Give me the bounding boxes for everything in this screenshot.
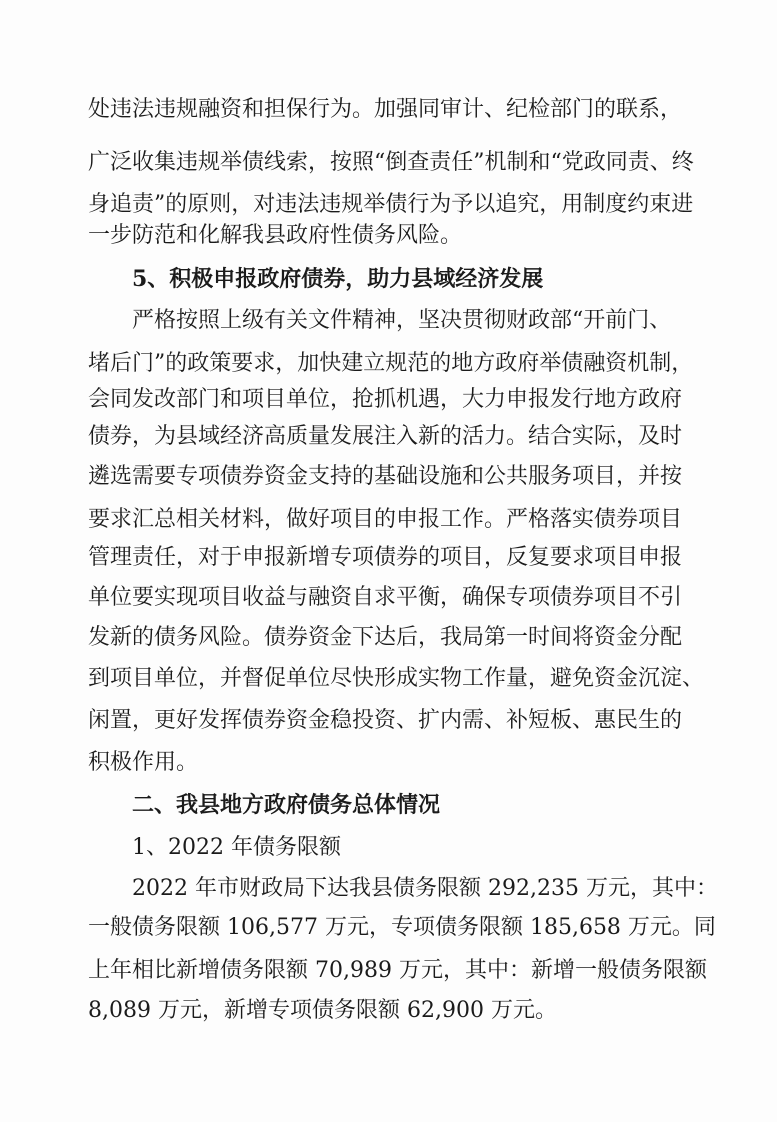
text-line: 严格按照上级有关文件精神，坚决贯彻财政部“开前门、 [132,308,672,333]
text-line: 单位要实现项目收益与融资自求平衡，确保专项债券项目不引 [88,585,683,610]
text-line: 债券，为县域经济高质量发展注入新的活力。结合实际，及时 [88,424,683,449]
text-line: 一步防范和化解我县政府性债务风险。 [88,223,463,248]
text-line: 会同发改部门和项目单位，抢抓机遇，大力申报发行地方政府 [88,387,683,412]
text-line: 广泛收集违规举债线索，按照“倒查责任”机制和“党政同责、终 [88,150,694,175]
text-line: 发新的债务风险。债券资金下达后，我局第一时间将资金分配 [88,625,683,650]
text-line: 8,089 万元，新增专项债务限额 62,900 万元。 [88,998,557,1023]
text-line: 堵后门”的政策要求，加快建立规范的地方政府举债融资机制， [88,351,694,376]
text-line: 要求汇总相关材料，做好项目的申报工作。严格落实债券项目 [88,507,683,532]
text-line: 积极作用。 [88,750,199,775]
text-line: 到项目单位，并督促单位尽快形成实物工作量，避免资金沉淀、 [88,666,705,691]
text-line: 闲置，更好发挥债券资金稳投资、扩内需、补短板、惠民生的 [88,708,683,733]
text-line: 2022 年市财政局下达我县债务限额 292,235 万元，其中： [132,876,718,901]
text-line: 身追责”的原则，对违法违规举债行为予以追究，用制度约束进 [88,192,694,217]
section-heading: 5、积极申报政府债券，助力县域经济发展 [132,266,544,292]
text-line: 管理责任，对于申报新增专项债券的项目，反复要求项目申报 [88,545,683,570]
text-line: 一般债务限额 106,577 万元，专项债务限额 185,658 万元。同 [88,915,716,940]
chapter-heading: 二、我县地方政府债务总体情况 [132,792,441,818]
text-line: 处违法违规融资和担保行为。加强同审计、纪检部门的联系， [88,97,683,122]
text-line: 上年相比新增债务限额 70,989 万元，其中：新增一般债务限额 [88,958,707,983]
subsection-heading: 1、2022 年债务限额 [132,835,341,860]
text-line: 遴选需要专项债券资金支持的基础设施和公共服务项目，并按 [88,464,683,489]
